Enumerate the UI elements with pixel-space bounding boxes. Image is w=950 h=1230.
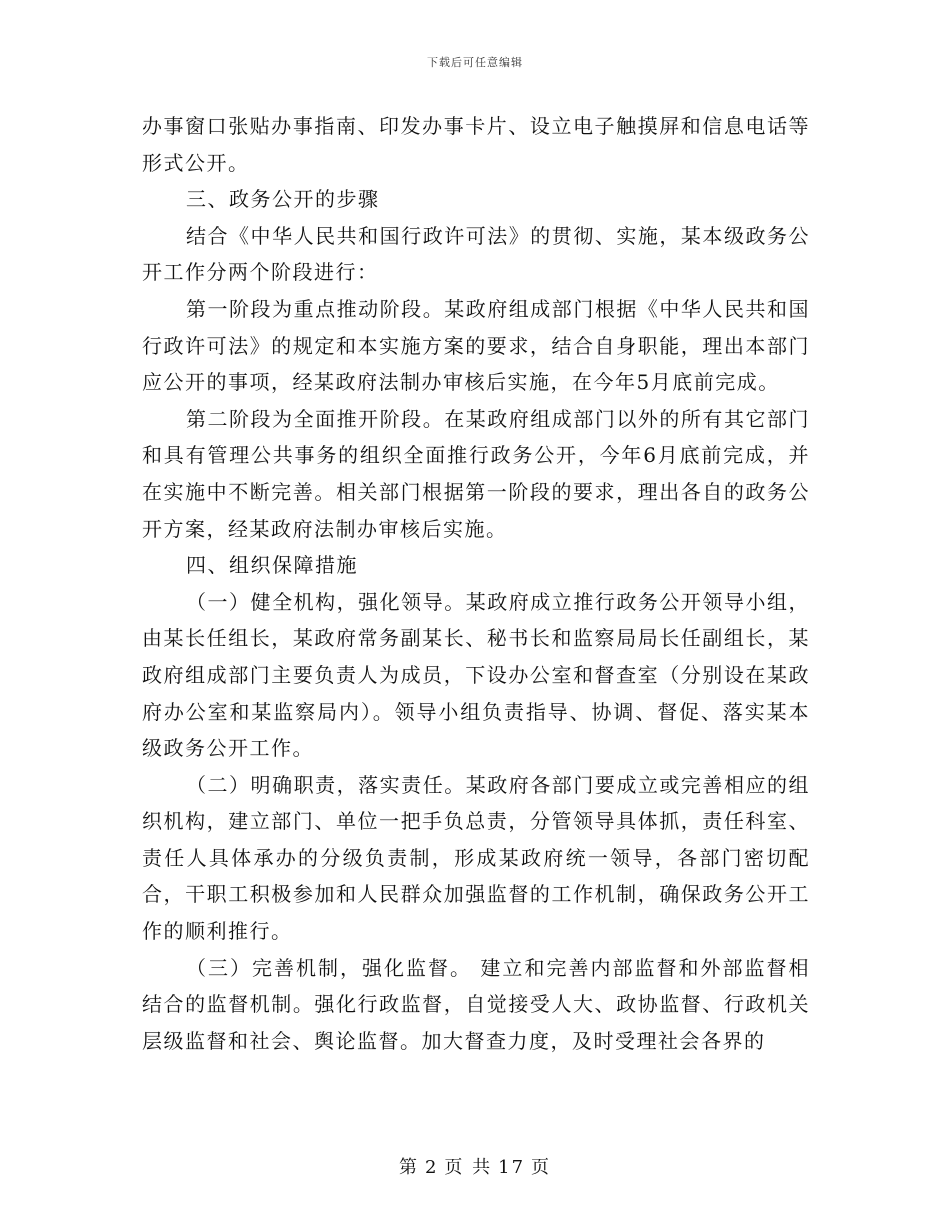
section-heading: 四、组织保障措施 — [186, 553, 358, 578]
section-heading: 三、政务公开的步骤 — [186, 187, 380, 212]
footer-suffix: 页 — [531, 1157, 552, 1178]
footer-middle: 页 共 — [444, 1157, 493, 1178]
paragraph: （一）健全机构，强化领导。某政府成立推行政务公开领导小组，由某长任组长，某政府常务副某长、秘书长和监察局局长任副组长，某政府组成部门主要负责人为成员，下设办公室和督查室（分别设在某政府办公室和某监察局内）。领导小组负责指导、协调、督促、落实某本级政务公开工作。 — [142, 589, 810, 761]
footer-total-pages: 17 — [498, 1157, 526, 1178]
page-footer — [0, 1153, 950, 1179]
document-body — [142, 108, 810, 1059]
paragraph: （二）明确职责，落实责任。某政府各部门要成立或完善相应的组织机构，建立部门、单位一把手负总责，分管领导具体抓，责任科室、责任人具体承办的分级负责制，形成某政府统一领导，各部门密切配合，干职工积极参加和人民群众加强监督的工作机制，确保政务公开工作的顺利推行。 — [142, 772, 810, 944]
footer-prefix: 第 — [398, 1157, 419, 1178]
paragraph: 结合《中华人民共和国行政许可法》的贯彻、实施，某本级政务公开工作分两个阶段进行： — [142, 223, 810, 285]
paragraph: 办事窗口张贴办事指南、印发办事卡片、设立电子触摸屏和信息电话等形式公开。 — [142, 114, 810, 175]
paragraph: 第二阶段为全面推开阶段。在某政府组成部门以外的所有其它部门和具有管理公共事务的组织全面推行政务公开，今年6月底前完成，并在实施中不断完善。相关部门根据第一阶段的要求，理出各自的政务公开方案，经某政府法制办审核后实施。 — [142, 406, 810, 541]
paragraph: （三）完善机制，强化监督。 建立和完善内部监督和外部监督相结合的监督机制。强化行政监督，自觉接受人大、政协监督、行政机关层级监督和社会、舆论监督。加大督查力度，及时受理社会各界的 — [142, 955, 810, 1053]
paragraph: 第一阶段为重点推动阶段。某政府组成部门根据《中华人民共和国行政许可法》的规定和本实施方案的要求，结合自身职能，理出本部门应公开的事项，经某政府法制办审核后实施，在今年5月底前完成。 — [142, 296, 810, 395]
footer-page-number: 2 — [424, 1157, 439, 1178]
page-header: 下载后可任意编辑 — [427, 56, 523, 69]
